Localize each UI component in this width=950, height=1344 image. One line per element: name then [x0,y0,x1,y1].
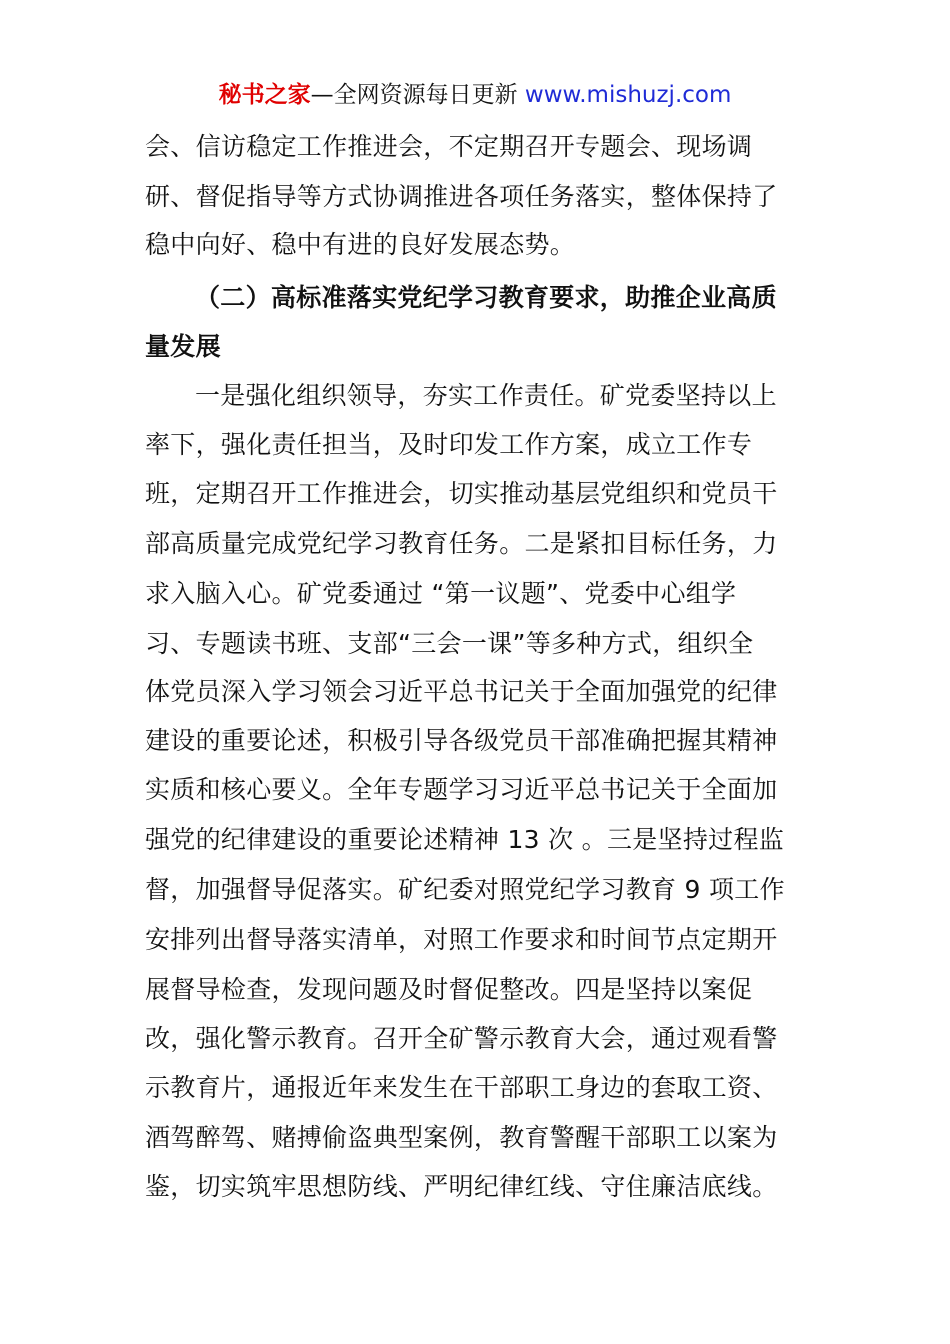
paragraph-line: 体党员深入学习领会习近平总书记关于全面加强党的纪律 [145,677,778,706]
paragraph-line: 安排列出督导落实清单，对照工作要求和时间节点定期开 [145,925,778,954]
paragraph-line: 酒驾醉驾、赌搏偷盗典型案例，教育警醒干部职工以案为 [145,1123,778,1152]
paragraph-line: 示教育片，通报近年来发生在干部职工身边的套取工资、 [145,1073,778,1102]
paragraph-line: 研、督促指导等方式协调推进各项任务落实，整体保持了 [145,182,778,211]
paragraph-line: 会、信访稳定工作推进会，不定期召开专题会、现场调 [145,132,753,161]
paragraph-line: 强党的纪律建设的重要论述精神 13 次 。三是坚持过程监 [145,825,785,854]
section-heading-line: （二）高标准落实党纪学习教育要求，助推企业高质 [195,283,777,312]
paragraph-line: 实质和核心要义。全年专题学习习近平总书记关于全面加 [145,775,778,804]
paragraph-line: 稳中向好、稳中有进的良好发展态势。 [145,230,576,259]
paragraph-line: 一是强化组织领导，夯实工作责任。矿党委坚持以上 [195,381,777,410]
paragraph-line: 鉴，切实筑牢思想防线、严明纪律红线、守住廉洁底线。 [145,1172,778,1201]
section-heading-line: 量发展 [145,332,221,361]
page-header [0,78,950,112]
paragraph-line: 督，加强督导促落实。矿纪委对照党纪学习教育 9 项工作 [145,875,785,904]
brand-name: 秘书之家 [218,82,311,108]
paragraph-line: 习、专题读书班、支部“三会一课”等多种方式，组织全 [145,629,754,658]
paragraph-line: 展督导检查，发现问题及时督促整改。四是坚持以案促 [145,975,753,1004]
paragraph-line: 率下，强化责任担当，及时印发工作方案，成立工作专 [145,430,753,459]
header-tagline: —全网资源每日更新 [310,82,518,108]
paragraph-line: 部高质量完成党纪学习教育任务。二是紧扣目标任务，力 [145,529,778,558]
paragraph-line: 改，强化警示教育。召开全矿警示教育大会，通过观看警 [145,1024,778,1053]
site-url-link[interactable]: www.mishuzj.com [524,82,732,108]
paragraph-line: 班，定期召开工作推进会，切实推动基层党组织和党员干 [145,479,778,508]
paragraph-line: 求入脑入心。矿党委通过 “第一议题”、党委中心组学 [145,579,737,608]
paragraph-line: 建设的重要论述，积极引导各级党员干部准确把握其精神 [145,726,778,755]
